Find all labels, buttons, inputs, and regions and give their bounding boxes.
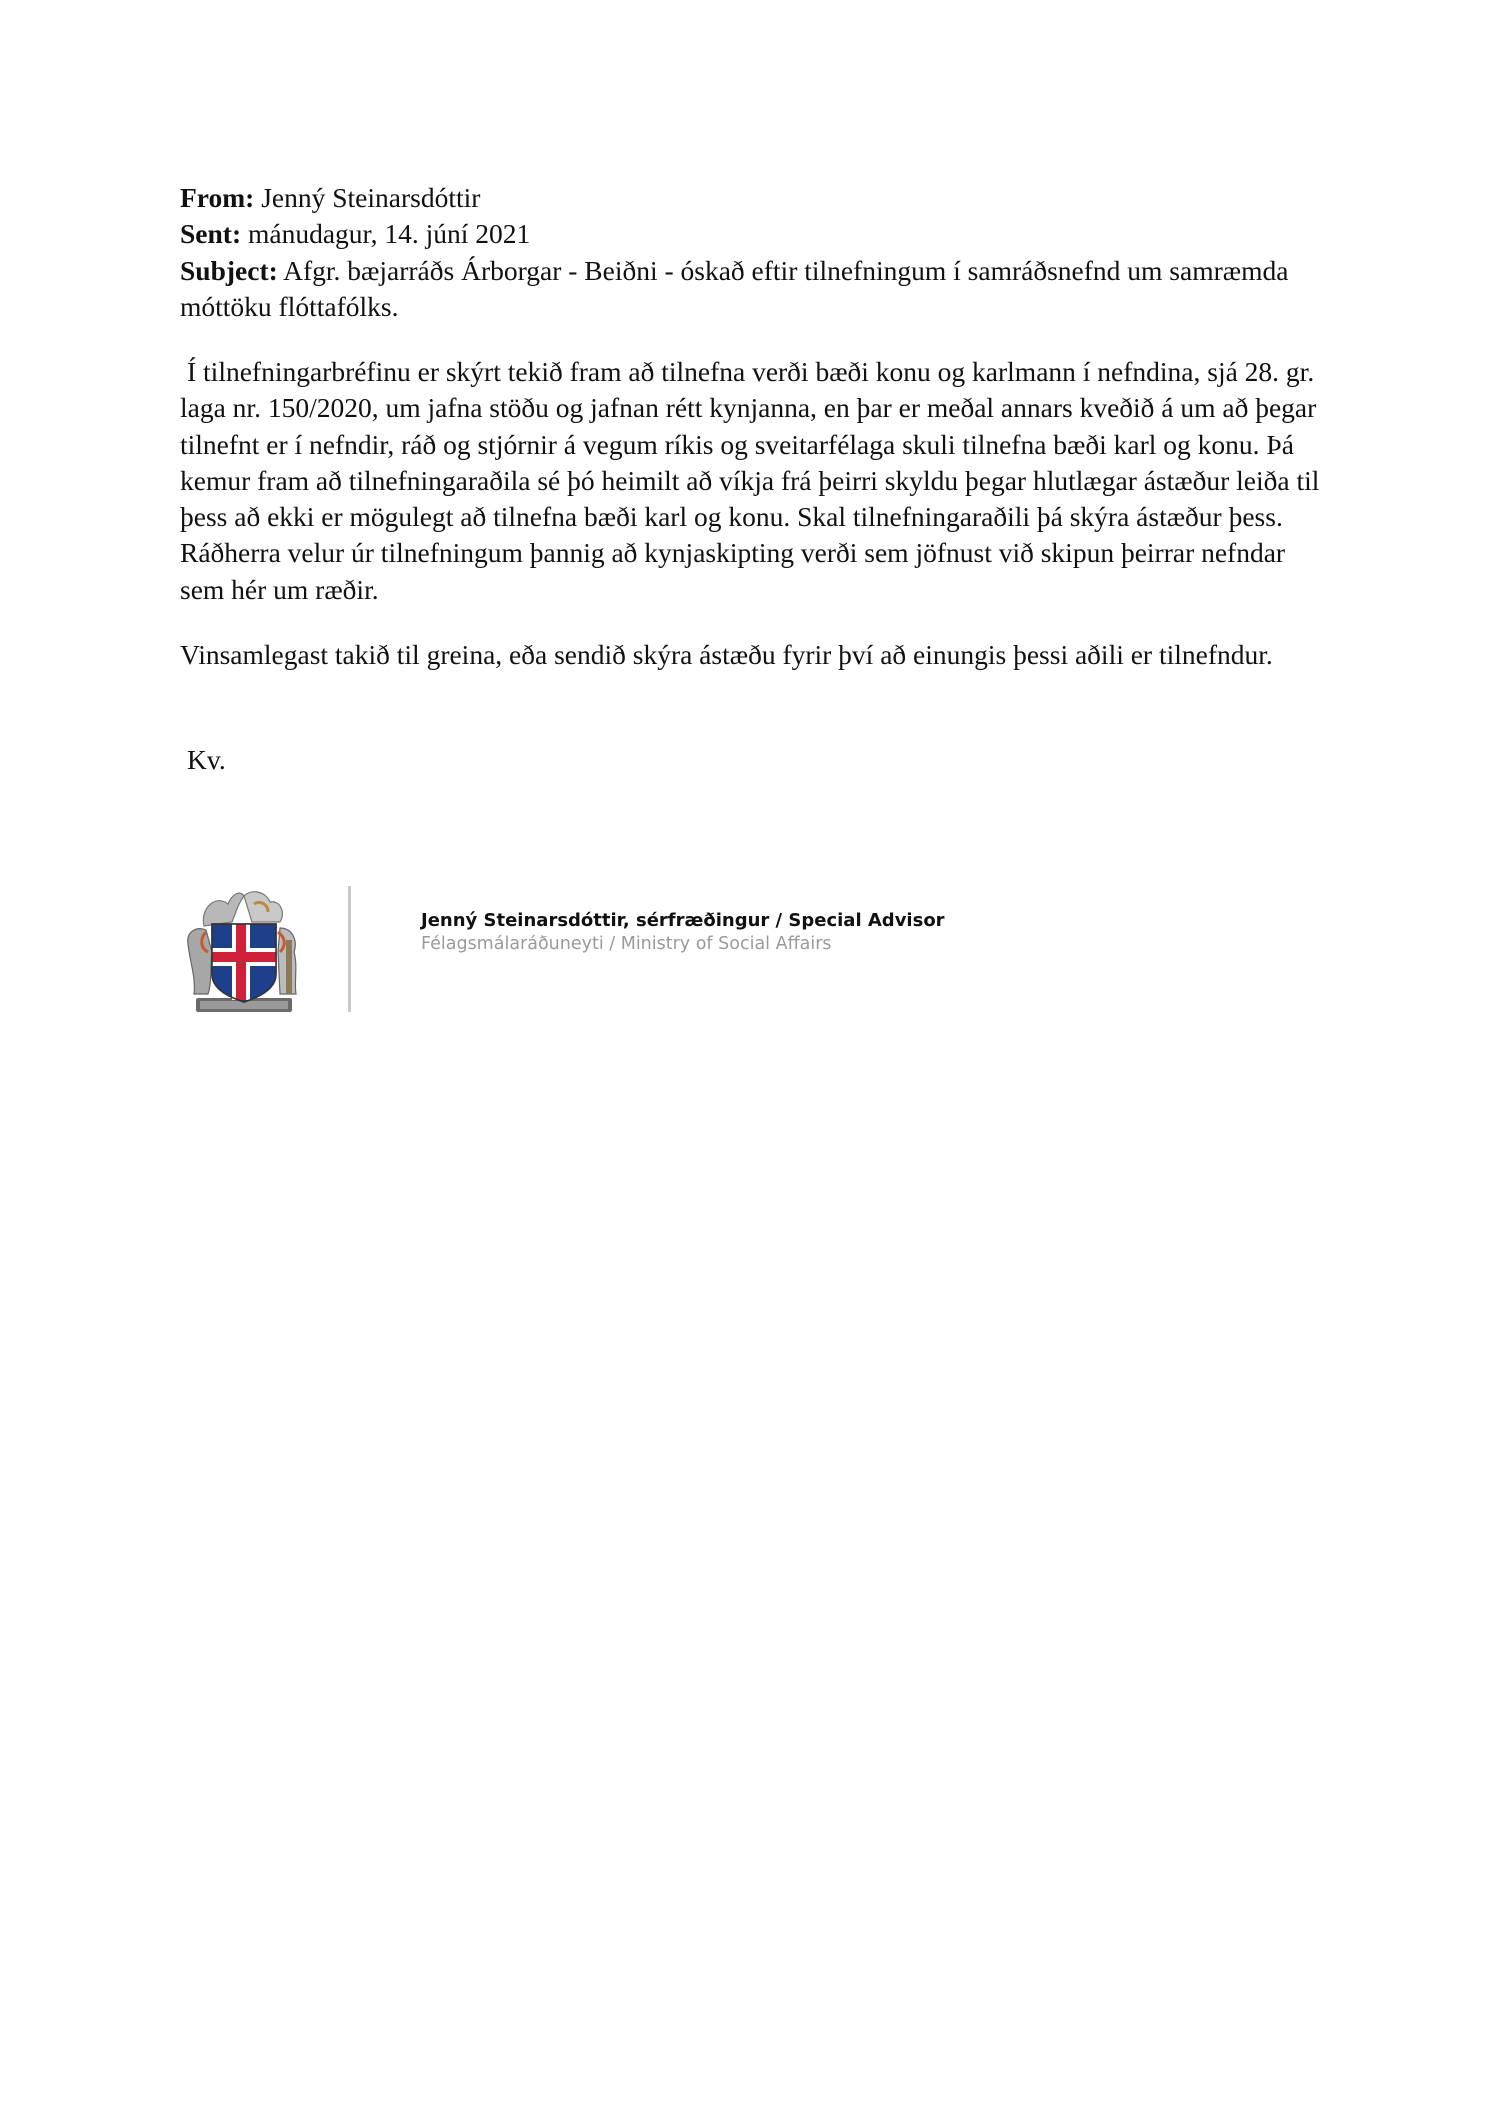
email-header [180,180,1330,325]
from-line [180,180,1330,216]
body-paragraph-1: Í tilnefningarbréfinu er skýrt tekið fram að tilnefna verði bæði konu og karlmann í nefndina, sjá 28. gr. laga nr. 150/2020, um jafna stöðu og jafnan rétt kynjanna, en þar er meðal annars kveðið á um að þegar tilnefnt er í nefndir, ráð og stjórnir á vegum ríkis og sveitarfélaga skuli tilnefna bæði karl og konu. Þá kemur fram að tilnefningaraðila sé þó heimilt að víkja frá þeirri skyldu þegar hlutlægar ástæður leiða til þess að ekki er mögulegt að tilnefna bæði karl og konu. Skal tilnefningaraðili þá skýra ástæður þess. Ráðherra velur úr tilnefningum þannig að kynjaskipting verði sem jöfnust við skipun þeirrar nefndar sem hér um ræðir. [180,356,1320,605]
signature-divider [348,886,351,1012]
subject-line [180,253,1330,326]
subject-value: Afgr. bæjarráðs Árborgar - Beiðni - óskað eftir tilnefningum í samráðsnefnd um samræmda móttöku flóttafólks. [180,254,1289,322]
signature-organization: Félagsmálaráðuneyti / Ministry of Social Affairs [421,934,832,954]
email-signature [180,880,1080,1020]
from-label: From: [180,182,255,213]
sent-line [180,216,1330,252]
from-value: Jenný Steinarsdóttir [261,182,481,213]
sent-label: Sent: [180,218,242,250]
signature-name-title: Jenný Steinarsdóttir, sérfræðingur / Special Advisor [421,910,945,931]
subject-label: Subject: [180,254,278,286]
body-paragraph-2: Vinsamlegast takið til greina, eða sendið skýra ástæðu fyrir því að einungis þessi aðili er tilnefndur. [180,639,1273,670]
iceland-coat-of-arms-icon [182,882,306,1018]
closing-text: Kv. [187,744,226,775]
sent-value: mánudagur, 14. júní 2021 [248,218,531,250]
